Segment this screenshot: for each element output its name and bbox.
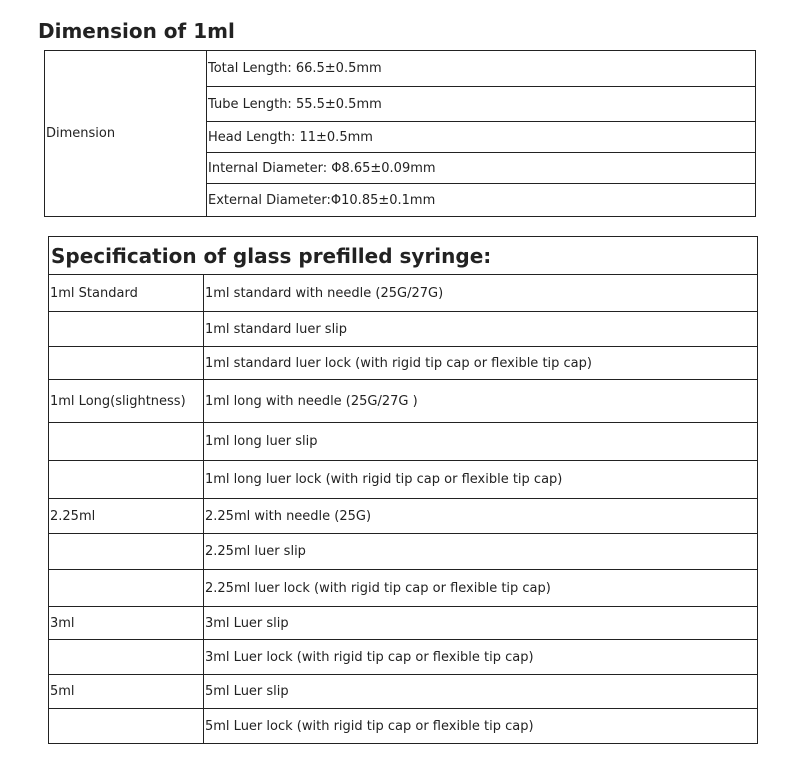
item-cell: 1ml long luer slip bbox=[204, 423, 758, 461]
group-cell bbox=[49, 461, 204, 499]
group-cell bbox=[49, 640, 204, 675]
item-cell: 3ml Luer slip bbox=[204, 607, 758, 640]
group-cell bbox=[49, 312, 204, 347]
group-cell: 1ml Standard bbox=[49, 275, 204, 312]
dimension-value-cell: Internal Diameter: Φ8.65±0.09mm bbox=[207, 153, 756, 184]
table-row bbox=[49, 312, 758, 347]
dimension-value-cell: Total Length: 66.5±0.5mm bbox=[207, 51, 756, 87]
item-cell: 5ml Luer lock (with rigid tip cap or flexible tip cap) bbox=[204, 709, 758, 744]
table-row bbox=[49, 461, 758, 499]
table-row bbox=[45, 51, 756, 87]
dimension-label-cell: Dimension bbox=[45, 51, 207, 217]
table-row bbox=[49, 275, 758, 312]
item-cell: 1ml standard luer lock (with rigid tip cap or flexible tip cap) bbox=[204, 347, 758, 380]
group-cell: 1ml Long(slightness) bbox=[49, 380, 204, 423]
group-cell: 3ml bbox=[49, 607, 204, 640]
table-row bbox=[49, 534, 758, 570]
item-cell: 1ml standard luer slip bbox=[204, 312, 758, 347]
item-cell: 5ml Luer slip bbox=[204, 675, 758, 709]
table-row bbox=[49, 380, 758, 423]
group-cell bbox=[49, 347, 204, 380]
specification-heading: Specification of glass prefilled syringe: bbox=[49, 237, 758, 275]
dimension-value-cell: External Diameter:Φ10.85±0.1mm bbox=[207, 184, 756, 217]
dimension-heading: Dimension of 1ml bbox=[38, 19, 235, 43]
item-cell: 2.25ml luer slip bbox=[204, 534, 758, 570]
group-cell bbox=[49, 534, 204, 570]
specification-table bbox=[48, 236, 758, 744]
table-row bbox=[49, 347, 758, 380]
item-cell: 1ml standard with needle (25G/27G) bbox=[204, 275, 758, 312]
item-cell: 3ml Luer lock (with rigid tip cap or flexible tip cap) bbox=[204, 640, 758, 675]
dimension-value-cell: Tube Length: 55.5±0.5mm bbox=[207, 87, 756, 122]
dimension-table bbox=[44, 50, 756, 217]
table-row bbox=[49, 607, 758, 640]
item-cell: 2.25ml with needle (25G) bbox=[204, 499, 758, 534]
table-row bbox=[49, 570, 758, 607]
group-cell: 5ml bbox=[49, 675, 204, 709]
table-row bbox=[49, 237, 758, 275]
table-row bbox=[49, 423, 758, 461]
item-cell: 2.25ml luer lock (with rigid tip cap or flexible tip cap) bbox=[204, 570, 758, 607]
table-row bbox=[49, 709, 758, 744]
table-row bbox=[49, 675, 758, 709]
group-cell bbox=[49, 423, 204, 461]
table-row bbox=[49, 499, 758, 534]
item-cell: 1ml long with needle (25G/27G ) bbox=[204, 380, 758, 423]
item-cell: 1ml long luer lock (with rigid tip cap or flexible tip cap) bbox=[204, 461, 758, 499]
group-cell bbox=[49, 570, 204, 607]
dimension-value-cell: Head Length: 11±0.5mm bbox=[207, 122, 756, 153]
group-cell: 2.25ml bbox=[49, 499, 204, 534]
group-cell bbox=[49, 709, 204, 744]
table-row bbox=[49, 640, 758, 675]
